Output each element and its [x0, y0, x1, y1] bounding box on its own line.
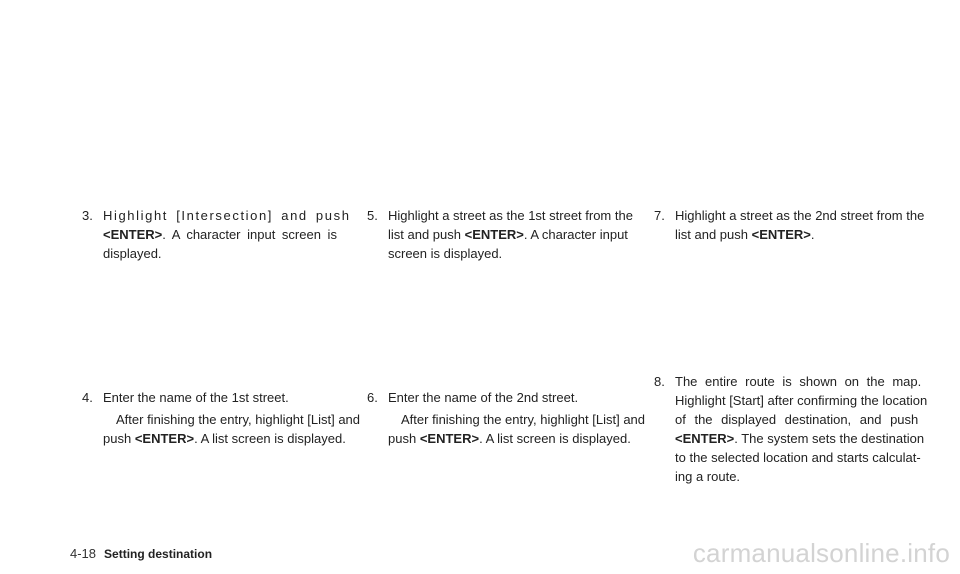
step-text: of the displayed destination, and push	[675, 412, 919, 427]
enter-key-label: <ENTER>	[464, 227, 524, 242]
step-text: push	[103, 431, 135, 446]
step-number: 5.	[367, 208, 378, 223]
step-7	[654, 206, 924, 244]
step-3	[82, 206, 352, 263]
section-title: Setting destination	[104, 547, 213, 561]
step-text: The entire route is shown on the map.	[675, 374, 922, 389]
enter-key-label: <ENTER>	[675, 431, 735, 446]
step-text: After finishing the entry, highlight [List] and	[116, 412, 361, 427]
step-text: Highlight a street as the 1st street from the	[388, 208, 633, 223]
enter-key-label: <ENTER>	[103, 227, 163, 242]
step-8-line-1	[654, 372, 924, 391]
step-4-line-3	[82, 429, 352, 448]
step-number: 6.	[367, 390, 378, 405]
step-number: 4.	[82, 390, 93, 405]
step-text: to the selected location and starts calculat-	[675, 450, 921, 465]
step-6-line-3	[367, 429, 637, 448]
step-7-line-1	[654, 206, 924, 225]
enter-key-label: <ENTER>	[134, 431, 195, 446]
step-8-line-2	[654, 391, 928, 410]
step-text: . The system sets the destination	[734, 431, 925, 446]
step-5-line-1	[367, 206, 637, 225]
step-6-line-1	[367, 388, 637, 407]
step-text: Enter the name of the 2nd street.	[388, 390, 579, 405]
step-text: Enter the name of the 1st street.	[103, 390, 289, 405]
step-8-line-6	[654, 467, 924, 486]
step-6	[367, 388, 646, 448]
enter-key-label: <ENTER>	[419, 431, 480, 446]
step-text: screen is displayed.	[388, 246, 503, 261]
step-text: . A list screen is displayed.	[479, 431, 631, 446]
step-3-line-3	[82, 244, 352, 263]
step-number: 7.	[654, 208, 665, 223]
step-text: push	[388, 431, 420, 446]
page-number: 4-18	[70, 546, 97, 561]
enter-key-label: <ENTER>	[751, 227, 811, 242]
step-5	[367, 206, 637, 263]
step-text: .	[810, 227, 815, 242]
watermark: carmanualsonline.info	[692, 538, 950, 568]
page-footer	[70, 545, 212, 563]
step-number: 8.	[654, 374, 665, 389]
step-8-line-5	[654, 448, 924, 467]
step-text: list and push	[388, 227, 465, 242]
step-8	[654, 372, 928, 486]
step-4-line-2	[82, 410, 361, 429]
step-5-line-2	[367, 225, 637, 244]
step-text: . A list screen is displayed.	[194, 431, 346, 446]
step-text: . A character input	[523, 227, 628, 242]
step-text: Highlight [Intersection] and push	[103, 208, 351, 223]
step-3-line-2	[82, 225, 352, 244]
step-text: . A character input screen is	[162, 227, 337, 242]
step-text: Highlight [Start] after confirming the location	[675, 393, 928, 408]
step-7-line-2	[654, 225, 924, 244]
step-4-line-1	[82, 388, 352, 407]
step-8-line-4	[654, 429, 924, 448]
step-text: list and push	[675, 227, 752, 242]
step-number: 3.	[82, 208, 93, 223]
step-5-line-3	[367, 244, 637, 263]
step-8-line-3	[654, 410, 924, 429]
step-text: displayed.	[103, 246, 162, 261]
step-3-line-1	[82, 206, 352, 225]
step-6-line-2	[367, 410, 646, 429]
step-text: After finishing the entry, highlight [List] and	[401, 412, 646, 427]
step-text: ing a route.	[675, 469, 741, 484]
step-4	[82, 388, 361, 448]
step-text: Highlight a street as the 2nd street from the	[675, 208, 925, 223]
